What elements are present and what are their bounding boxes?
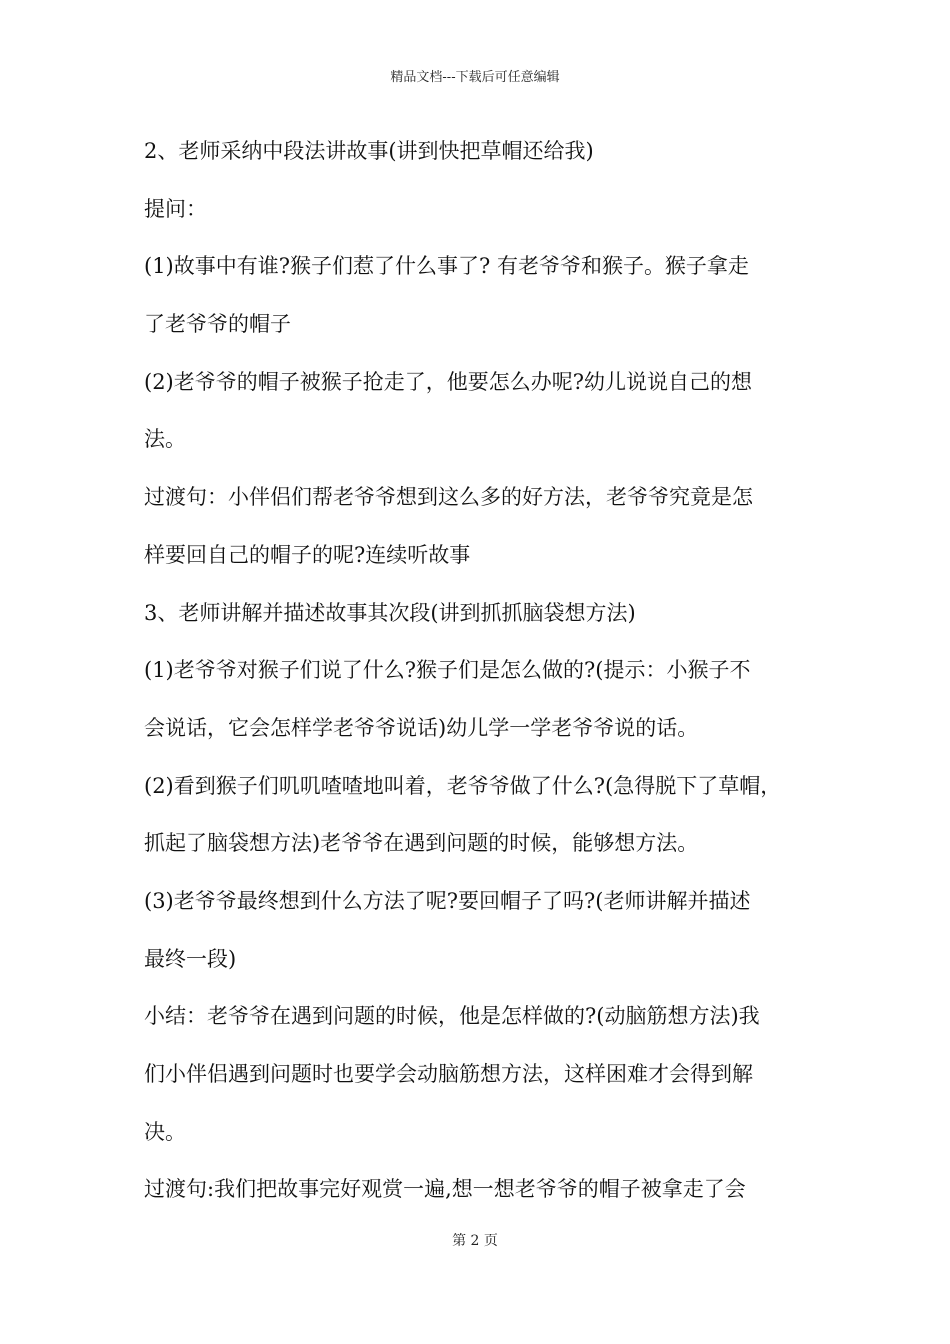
text-line: 2、老师采纳中段法讲故事(讲到快把草帽还给我)	[144, 139, 594, 163]
text-line: 法。	[144, 427, 186, 452]
text-line: 小结：老爷爷在遇到问题的时候，他是怎样做的?(动脑筋想方法)我	[144, 1004, 760, 1029]
text-line: (1)老爷爷对猴子们说了什么?猴子们是怎么做的?(提示：小猴子不	[144, 658, 751, 683]
text-line: 了老爷爷的帽子	[144, 312, 291, 337]
text-line: 抓起了脑袋想方法)老爷爷在遇到问题的时候，能够想方法。	[144, 831, 699, 856]
text-line: 提问：	[144, 196, 207, 221]
text-line: 过渡句:我们把故事完好观赏一遍,想一想老爷爷的帽子被拿走了会	[144, 1177, 746, 1202]
text-line: 会说话，它会怎样学老爷爷说话)幼儿学一学老爷爷说的话。	[144, 715, 699, 740]
text-line: (2)老爷爷的帽子被猴子抢走了，他要怎么办呢?幼儿说说自己的想	[144, 369, 753, 394]
page-header: 精品文档---下载后可任意编辑	[390, 70, 560, 85]
text-line: 决。	[144, 1119, 186, 1144]
text-line: (1)故事中有谁?猴子们惹了什么事了? 有老爷爷和猴子。猴子拿走	[144, 254, 749, 279]
page-number: 第 2 页	[452, 1233, 498, 1249]
text-line: 3、老师讲解并描述故事其次段(讲到抓抓脑袋想方法)	[144, 600, 636, 625]
text-line: (2)看到猴子们叽叽喳喳地叫着，老爷爷做了什么?(急得脱下了草帽，	[144, 773, 782, 798]
text-line: 样要回自己的帽子的呢?连续听故事	[144, 542, 471, 567]
text-line: (3)老爷爷最终想到什么方法了呢?要回帽子了吗?(老师讲解并描述	[144, 888, 751, 913]
text-line: 最终一段)	[144, 946, 237, 971]
text-line: 们小伴侣遇到问题时也要学会动脑筋想方法，这样困难才会得到解	[144, 1062, 753, 1086]
text-line: 过渡句：小伴侣们帮老爷爷想到这么多的好方法，老爷爷究竟是怎	[144, 485, 753, 510]
document-body	[144, 128, 824, 1224]
